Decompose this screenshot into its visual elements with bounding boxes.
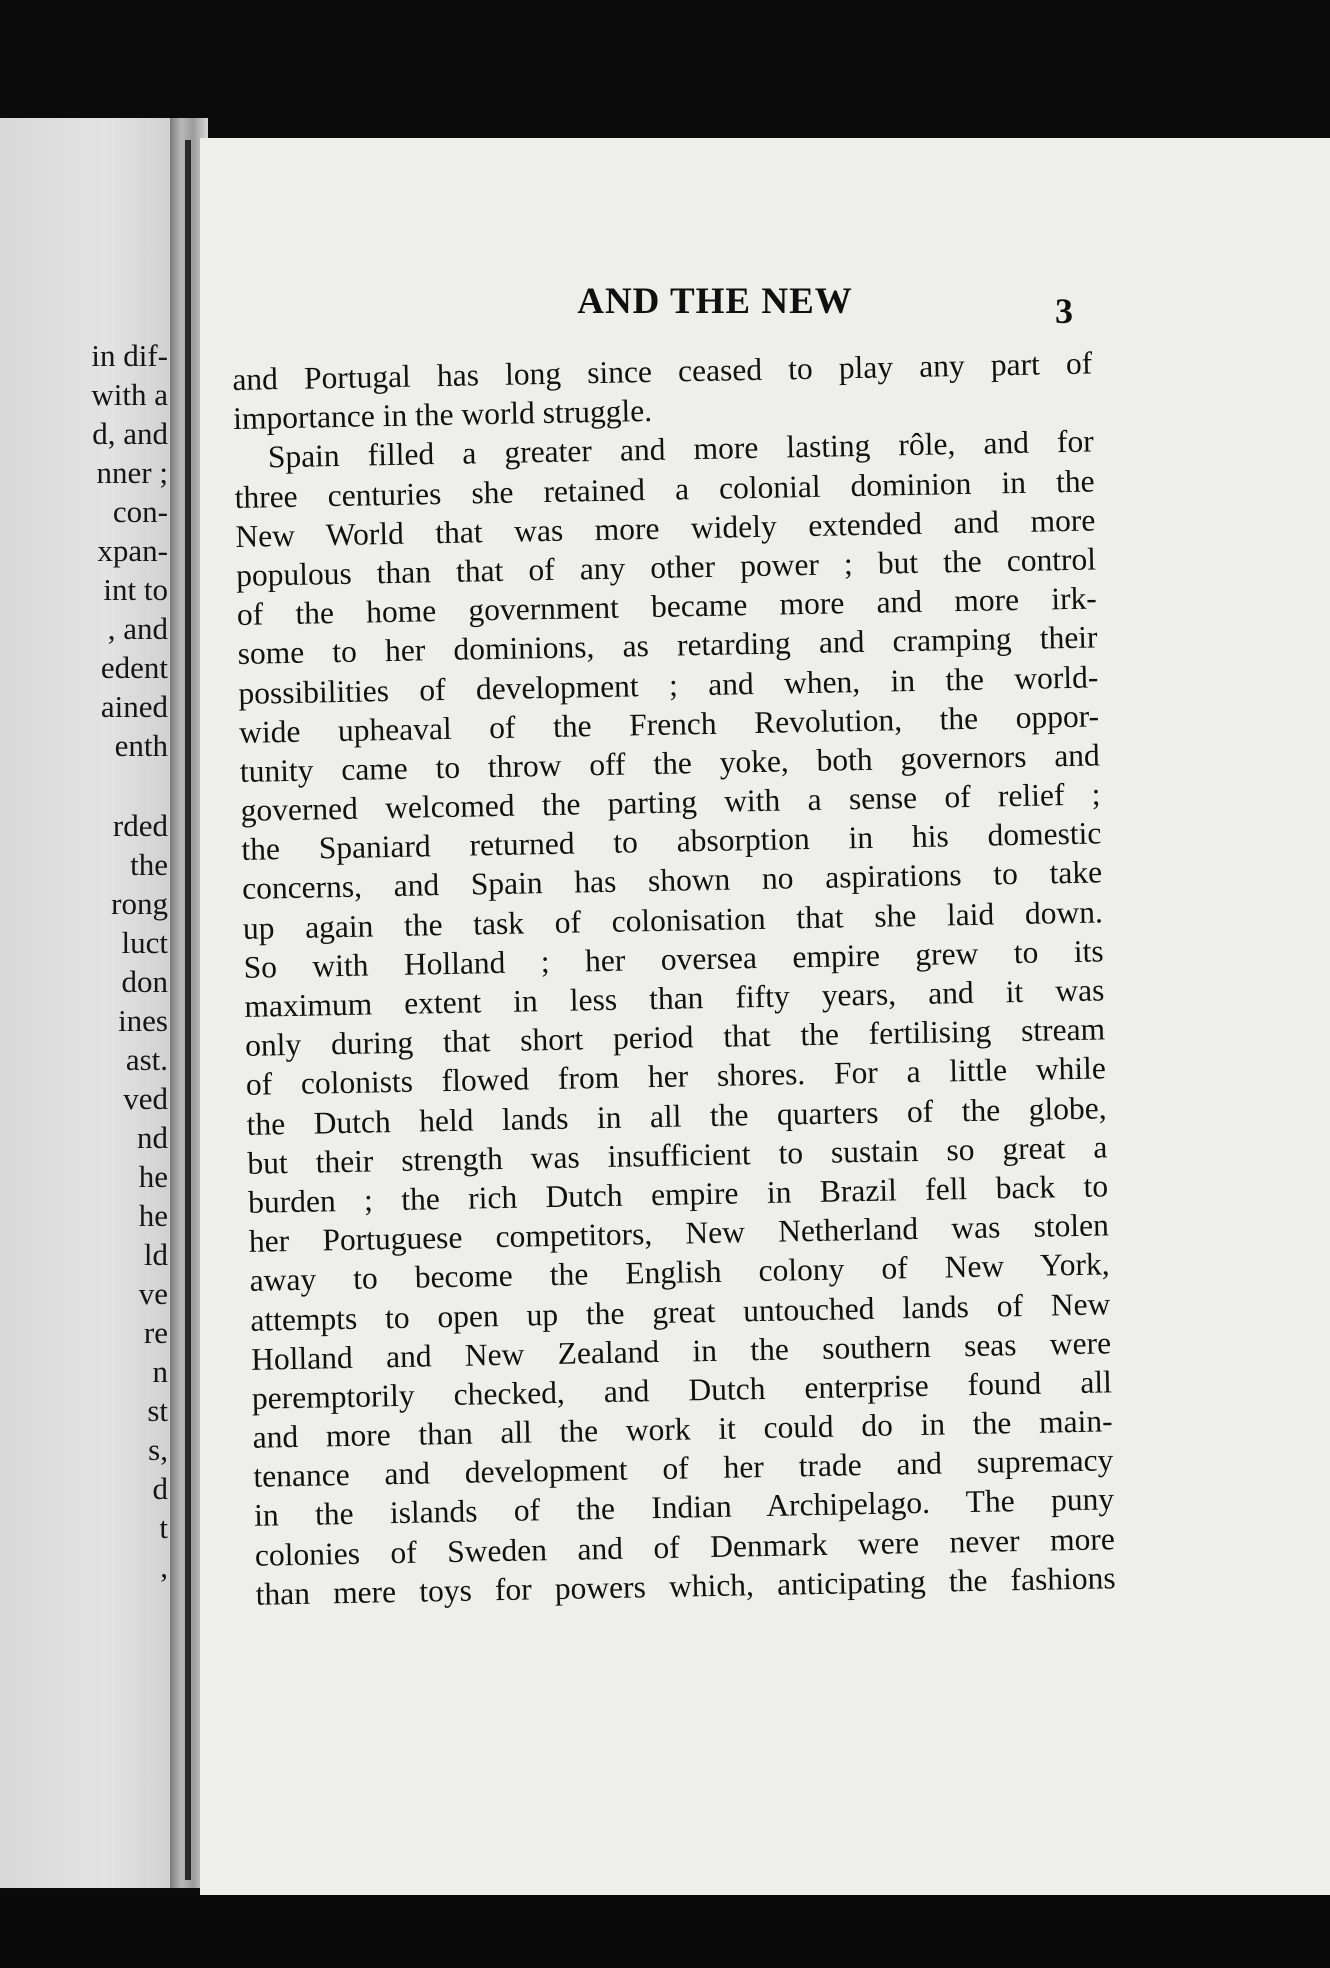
previous-page-fragment: int to — [103, 572, 168, 607]
text-line: and Portugal has long since ceased to play any part of — [232, 345, 1093, 397]
previous-page-fragment: he — [138, 1198, 168, 1233]
previous-page-fragment: re — [143, 1315, 168, 1350]
scan-bottom-edge — [0, 1895, 1330, 1968]
previous-page-fragment: enth — [114, 728, 168, 763]
gutter-shadow-line — [185, 140, 191, 1880]
previous-page-fragment: ld — [143, 1237, 168, 1272]
text-line: colonies of Sweden and of Denmark were never more — [254, 1520, 1116, 1573]
page-number: 3 — [1055, 291, 1073, 331]
body-text — [232, 343, 1116, 1613]
text-line: peremptorily checked, and Dutch enterprise found all — [251, 1364, 1113, 1416]
text-line: the Spaniard returned to absorption in his domestic — [241, 815, 1102, 868]
previous-page-fragment: ved — [123, 1081, 168, 1116]
previous-page-fragment: s, — [148, 1432, 168, 1467]
text-line: away to become the English colony of New York, — [249, 1246, 1110, 1299]
previous-page-fragment: in dif- — [91, 338, 168, 373]
text-line: the Dutch held lands in all the quarters of the globe, — [246, 1089, 1107, 1142]
previous-page-fragment: con- — [112, 494, 168, 529]
previous-page-fragment: st — [147, 1393, 168, 1428]
previous-page-fragment: ained — [100, 689, 168, 724]
previous-page-fragment: nner ; — [96, 455, 168, 490]
text-line: her Portuguese competitors, New Netherland was stolen — [248, 1207, 1110, 1259]
text-line: Spain filled a greater and more lasting rôle, and for — [267, 423, 1095, 475]
text-line: up again the task of colonisation that she laid down. — [242, 894, 1104, 946]
text-line: but their strength was insufficient to sustain so great a — [247, 1129, 1108, 1181]
previous-page-fragment: with a — [91, 377, 168, 412]
text-line: wide upheaval of the French Revolution, the oppor- — [238, 698, 1100, 750]
previous-page-fragment: luct — [121, 925, 168, 960]
previous-page-fragment: , and — [107, 611, 168, 646]
text-line: tunity came to throw off the yoke, both governors and — [239, 737, 1101, 789]
text-line: of colonists flowed from her shores. For a little while — [245, 1050, 1107, 1103]
text-line: and more than all the work it could do in the main- — [252, 1403, 1113, 1455]
text-line: tenance and development of her trade and supremacy — [253, 1442, 1114, 1495]
text-line: So with Holland ; her oversea empire grew to its — [243, 933, 1104, 985]
previous-page-fragment: rong — [111, 886, 168, 921]
book-page — [200, 138, 1330, 1898]
previous-page-fragment: he — [138, 1159, 168, 1194]
text-line: maximum extent in less than fifty years, and it was — [244, 972, 1105, 1024]
text-line: in the islands of the Indian Archipelago. The puny — [253, 1481, 1115, 1534]
text-line: some to her dominions, as retarding and cramping their — [237, 619, 1098, 672]
previous-page-fragment: , — [160, 1549, 168, 1584]
previous-page-fragment: nd — [137, 1120, 168, 1155]
text-line: concerns, and Spain has shown no aspirations to take — [241, 854, 1103, 907]
text-line: of the home government became more and more irk- — [236, 580, 1098, 633]
text-line: than mere toys for powers which, anticipating the fashions — [255, 1560, 1116, 1612]
previous-page-edge — [0, 118, 178, 1888]
previous-page-fragment: d — [152, 1471, 168, 1506]
previous-page-fragment: ast. — [125, 1042, 168, 1077]
text-line: populous than that of any other power ; but the control — [235, 541, 1097, 593]
previous-page-fragment: ines — [118, 1003, 168, 1038]
previous-page-fragment: the — [130, 847, 168, 882]
text-line: only during that short period that the fertilising stream — [244, 1011, 1106, 1064]
previous-page-fragment: rded — [112, 808, 168, 843]
text-line: possibilities of development ; and when, in the world- — [238, 658, 1099, 711]
previous-page-fragment: t — [159, 1510, 168, 1545]
previous-page-fragment: xpan- — [97, 533, 168, 568]
previous-page-fragment: n — [152, 1354, 168, 1389]
text-line: governed welcomed the parting with a sense of relief ; — [240, 776, 1101, 828]
text-line: attempts to open up the great untouched lands of New — [250, 1285, 1111, 1338]
text-line: importance in the world struggle. — [232, 393, 653, 437]
text-line: three centuries she retained a colonial dominion in the — [234, 463, 1095, 515]
previous-page-fragment: edent — [100, 650, 168, 685]
previous-page-fragment: don — [121, 964, 168, 999]
running-head: AND THE NEW — [577, 281, 853, 322]
text-line: burden ; the rich Dutch empire in Brazil fell back to — [247, 1168, 1109, 1220]
text-line: Holland and New Zealand in the southern seas were — [250, 1324, 1112, 1377]
previous-page-fragment: ve — [138, 1276, 168, 1311]
text-line: New World that was more widely extended and more — [235, 502, 1096, 554]
previous-page-fragment: d, and — [92, 416, 168, 451]
